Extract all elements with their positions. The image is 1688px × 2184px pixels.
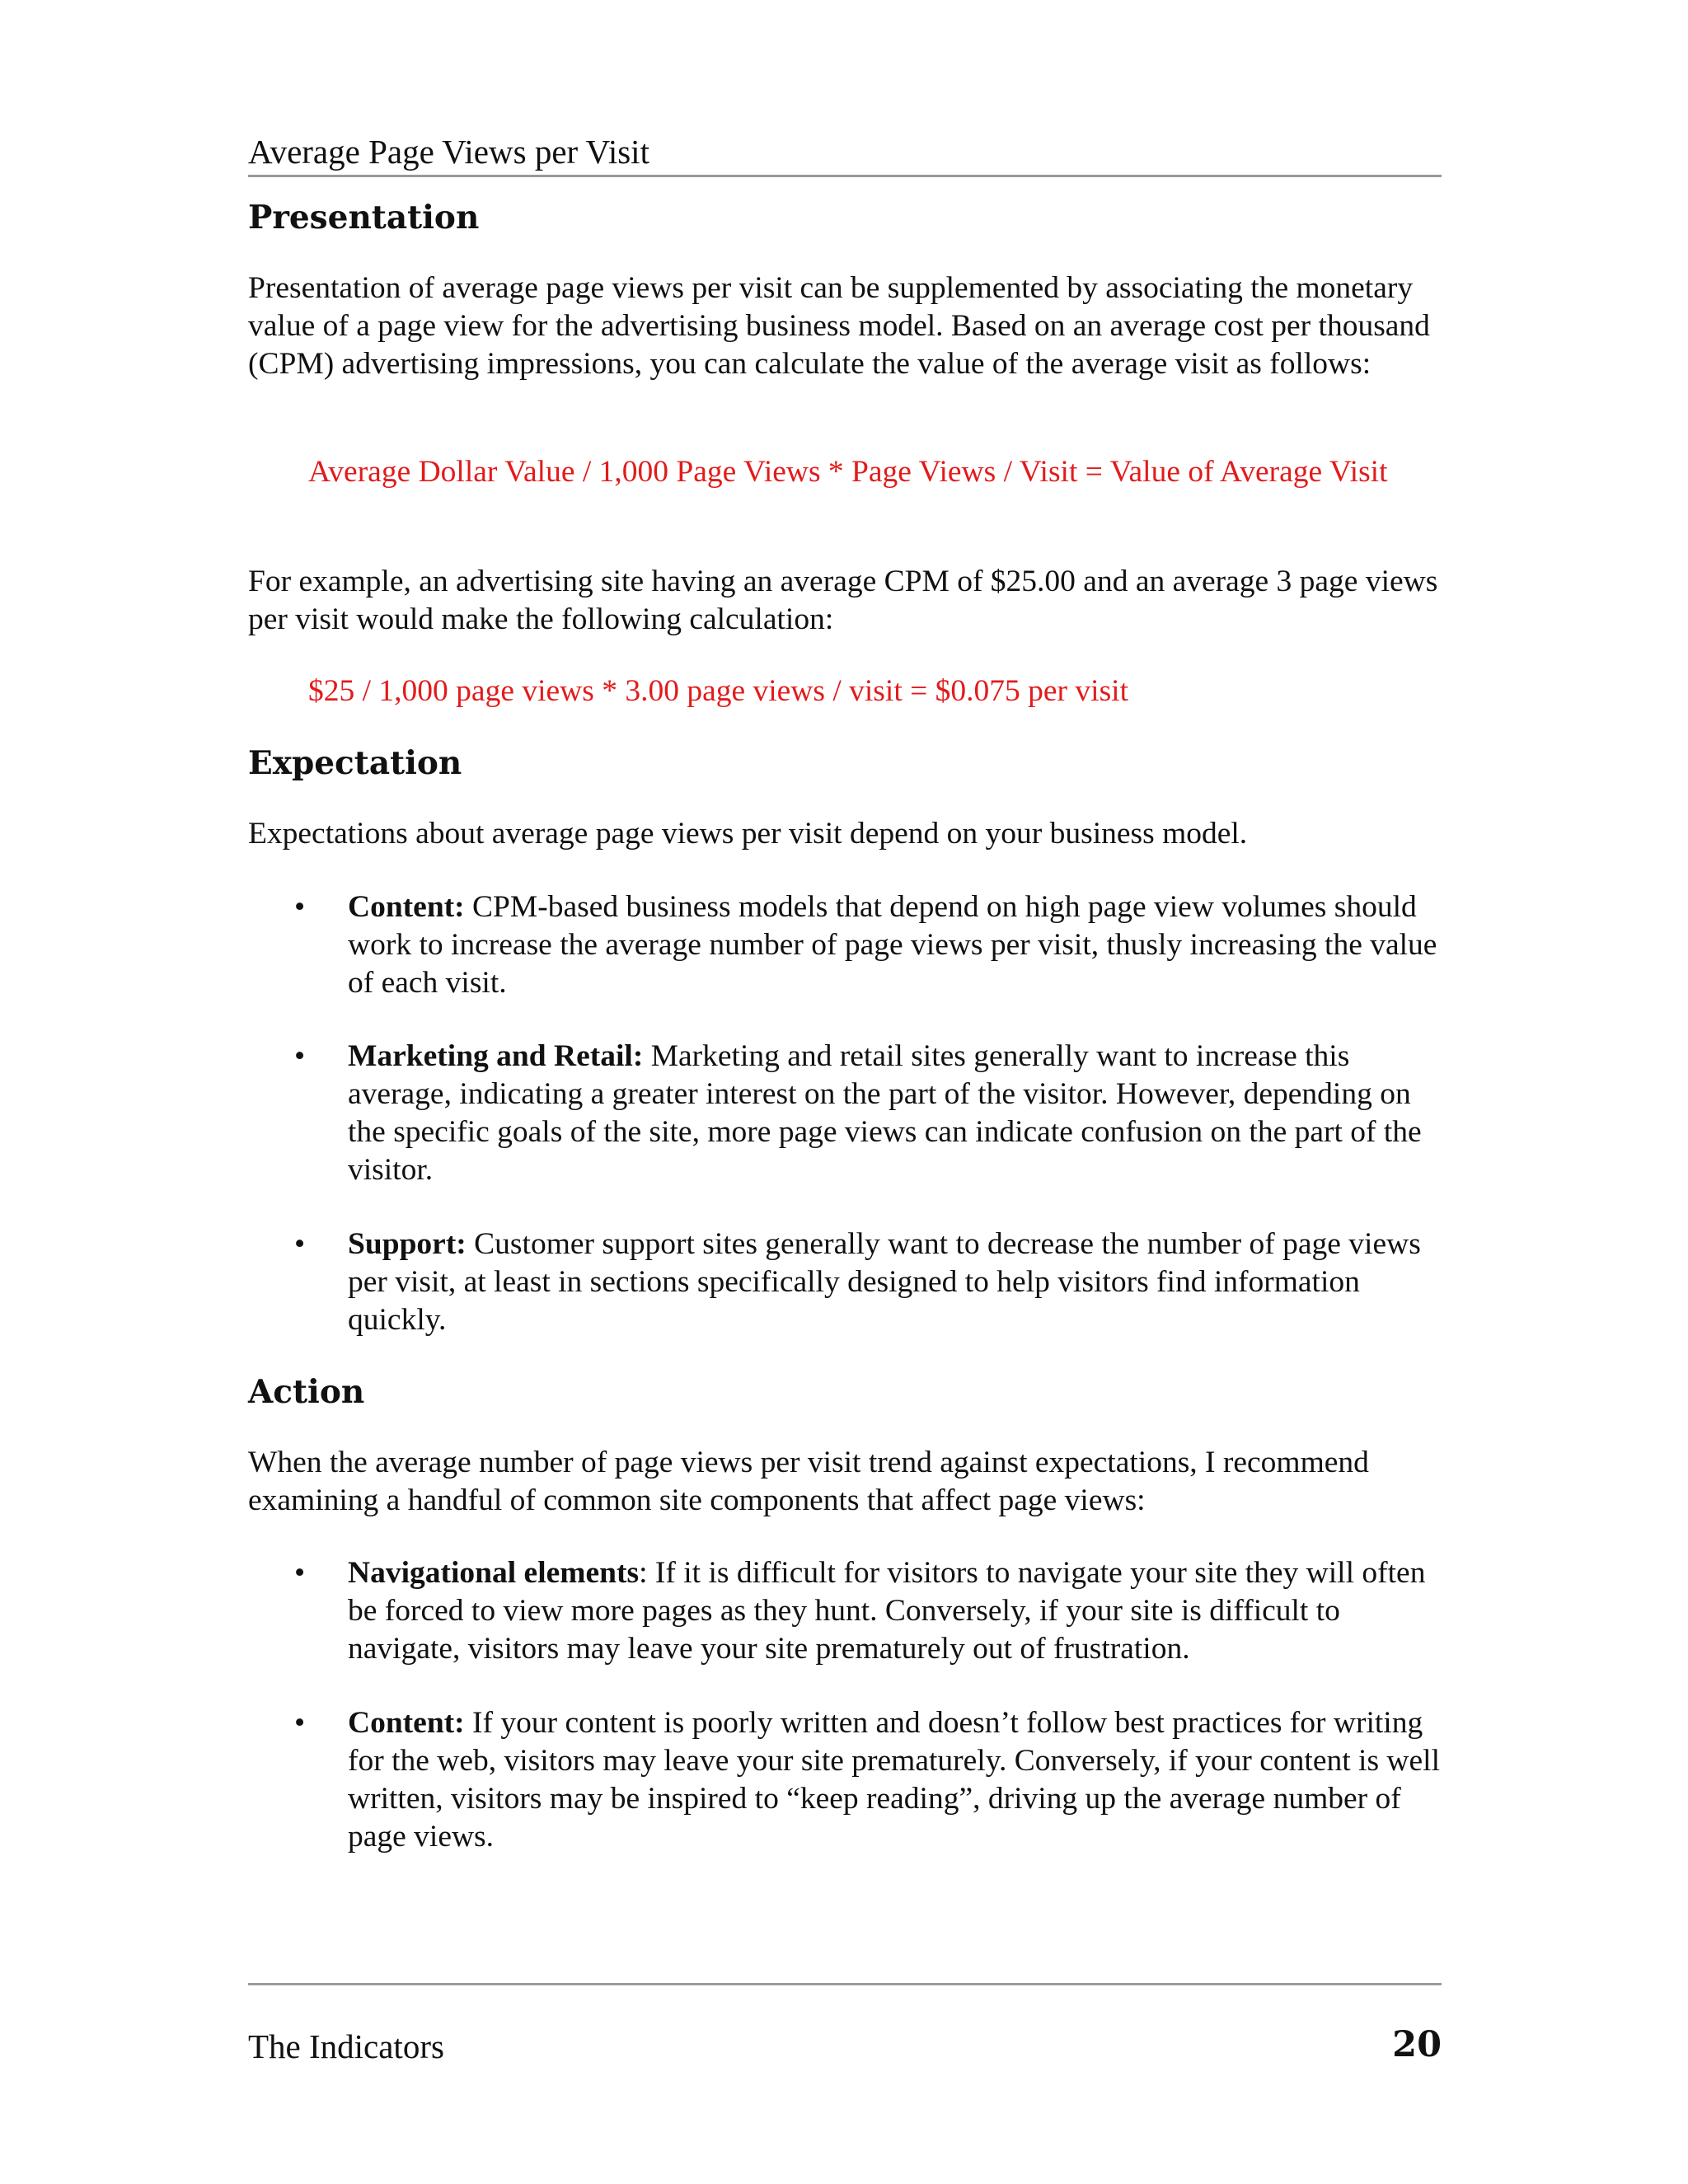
list-item-text [348, 1704, 1442, 1856]
bullet-icon: • [294, 1039, 306, 1073]
example-paragraph: For example, an advertising site having an average CPM of $25.00 and an average 3 page views per visit would make the following calculation: [248, 565, 1438, 636]
list-item-text [348, 888, 1442, 1002]
action-intro: When the average number of page views per visit trend against expectations, I recommend examining a handful of common site components that affect page views: [248, 1446, 1369, 1517]
list-item-label: Content: [348, 890, 465, 924]
list-item-text [348, 1038, 1442, 1189]
footer-divider [248, 1983, 1442, 1985]
list-item-body: CPM-based business models that depend on high page view volumes should work to increase the average number of page views per visit, thusly increasing the value of each visit. [348, 890, 1437, 1000]
list-item-body: Customer support sites generally want to decrease the number of page views per visit, at least in sections specifically designed to help visitors find information quickly. [348, 1227, 1421, 1337]
list-item-body: : If it is difficult for visitors to navigate your site they will often be forced to view more pages as they hunt. Conversely, if your site is difficult to navigate, visitors may leave your site prematurely out of frustration. [348, 1556, 1426, 1666]
list-item-label: Content: [348, 1706, 465, 1740]
footer-chapter-title: The Indicators [248, 2027, 444, 2065]
list-item-label: Support: [348, 1227, 467, 1261]
value-formula: Average Dollar Value / 1,000 Page Views * Page Views / Visit = Value of Average Visit [308, 455, 1388, 489]
section-heading-presentation: Presentation [248, 199, 480, 237]
section-heading-expectation: Expectation [248, 744, 462, 782]
bullet-icon: • [294, 890, 306, 924]
expectation-intro: Expectations about average page views per visit depend on your business model. [248, 817, 1248, 851]
list-item-label: Navigational elements [348, 1556, 640, 1590]
list-item-label: Marketing and Retail: [348, 1039, 644, 1073]
section-heading-action: Action [248, 1373, 365, 1411]
bullet-icon: • [294, 1227, 306, 1261]
list-item-text [348, 1554, 1442, 1668]
presentation-paragraph: Presentation of average page views per visit can be supplemented by associating the monetary value of a page view for the advertising business model. Based on an average cost per thousand (CPM) advertising impressions, you can calculate the value of the average visit as follows: [248, 271, 1430, 381]
bullet-icon: • [294, 1706, 306, 1740]
bullet-icon: • [294, 1556, 306, 1590]
example-calculation: $25 / 1,000 page views * 3.00 page views / visit = $0.075 per visit [308, 674, 1128, 708]
page-header: Average Page Views per Visit [248, 130, 1442, 177]
list-item-body: If your content is poorly written and doesn’t follow best practices for writing for the web, visitors may leave your site prematurely. Conversely, if your content is well written, visitors may be inspired to “keep reading”, driving up the average number of page views. [348, 1706, 1440, 1854]
list-item-text [348, 1226, 1442, 1339]
page-number: 20 [1392, 2024, 1442, 2065]
list-item-body: Marketing and retail sites generally want to increase this average, indicating a greater interest on the part of the visitor. However, depending on the specific goals of the site, more page views can indicate confusion on the part of the visitor. [348, 1039, 1422, 1187]
